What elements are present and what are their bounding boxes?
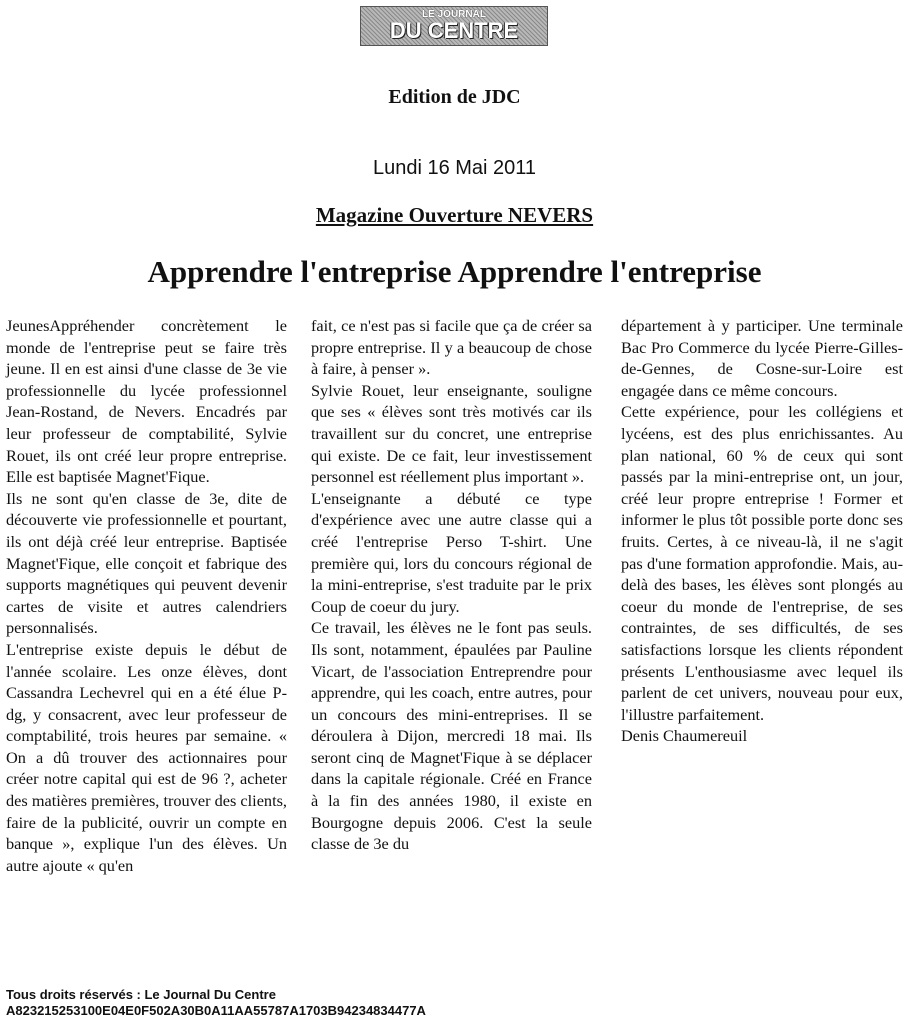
article-paragraph: Ce travail, les élèves ne le font pas seuls. Ils sont, notamment, épaulées par Pauline Vicart, de l'association Entreprendre pour apprendre, qui les coach, entre autres, pour un concours des mini-entreprises. Il se déroulera à Dijon, mercredi 18 mai. Ils seront cinq de Magnet'Fique à se déplacer dans la capitale régionale. Créé en France à la fin des années 1980, il existe en Bourgogne depuis 2006. C'est la seule classe de 3e du	[311, 618, 592, 854]
article-paragraph: Ils ne sont qu'en classe de 3e, dite de découverte vie professionnelle et pourtant, ils ont déjà créé leur entreprise. Baptisée Magnet'Fique, elle conçoit et fabrique des supports magnétiques qui peuvent devenir cartes de visite et autres calendriers personnalisés.	[6, 488, 287, 638]
article-author: Denis Chaumereuil	[621, 726, 748, 746]
section-title: Magazine Ouverture NEVERS	[315, 203, 594, 227]
document-code: A823215253100E04E0F502A30B0A11AA55787A1703B94234834477A	[6, 1003, 426, 1018]
article-headline: Apprendre l'entreprise Apprendre l'entreprise	[147, 254, 762, 289]
logo-line-1: LE JOURNAL	[422, 9, 486, 20]
article-paragraph: département à y participer. Une terminale Bac Pro Commerce du lycée Pierre-Gilles-de-Gennes, de Cosne-sur-Loire est engagée dans ce même concours.	[621, 316, 903, 400]
article-paragraph: Cette expérience, pour les collégiens et lycéens, est des plus enrichissantes. Au plan national, 60 % de ceux qui sont passés par la mini-entreprise ont, un jour, créé leur propre entreprise ! Former et informer le plus tôt possible porte donc ses fruits. Certes, à ce niveau-là, il ne s'agit pas d'une formation approfondie. Mais, au-delà des bases, les élèves sont plongés au coeur du monde de l'entreprise, de ses contraintes, de ses difficultés, de ses satisfactions lorsque les clients répondent présents L'enthousiasme avec lequel ils parlent de cet univers, nouveau pour eux, l'illustre parfaitement.	[621, 402, 903, 724]
article-paragraph: JeunesAppréhender concrètement le monde de l'entreprise peut se faire très jeune. Il en est ainsi d'une classe de 3e vie professionnelle du lycée professionnel Jean-Rostand, de Nevers. Encadrés par leur professeur de comptabilité, Sylvie Rouet, ils ont créé leur propre entreprise. Elle est baptisée Magnet'Fique.	[6, 316, 287, 487]
edition-label: Edition de JDC	[388, 86, 521, 108]
newspaper-logo	[360, 6, 548, 46]
article-paragraph: L'enseignante a débuté ce type d'expérience avec une autre classe qui a créé l'entreprise Perso T-shirt. Une première qui, lors du concours régional de la mini-entreprise, s'est traduite par le prix Coup de coeur du jury.	[311, 488, 592, 616]
rights-notice: Tous droits réservés : Le Journal Du Centre	[6, 987, 276, 1002]
article-column-1	[6, 315, 287, 876]
article-paragraph: fait, ce n'est pas si facile que ça de créer sa propre entreprise. Il y a beaucoup de chose à faire, à penser ».	[311, 316, 592, 379]
logo-line-2: DU CENTRE	[389, 18, 519, 43]
article-paragraph: L'entreprise existe depuis le début de l'année scolaire. Les onze élèves, dont Cassandra Lechevrel qui en a été élue P-dg, y consacrent, avec leur professeur de comptabilité, trois heures par semaine. « On a dû trouver des actionnaires pour créer notre capital qui est de 96 ?, acheter des matières premières, trouver des clients, faire de la publicité, ouvrir un compte en banque », explique l'un des élèves. Un autre ajoute « qu'en	[6, 639, 287, 875]
article-column-3	[621, 315, 903, 747]
copyright-footer	[6, 987, 426, 1019]
article-paragraph: Sylvie Rouet, leur enseignante, souligne que ses « élèves sont très motivés car ils travaillent sur du concret, une entreprise qui existe. De ce fait, leur investissement personnel est réellement plus important ».	[311, 380, 592, 487]
publication-date: Lundi 16 Mai 2011	[372, 157, 537, 179]
article-column-2	[311, 315, 592, 855]
